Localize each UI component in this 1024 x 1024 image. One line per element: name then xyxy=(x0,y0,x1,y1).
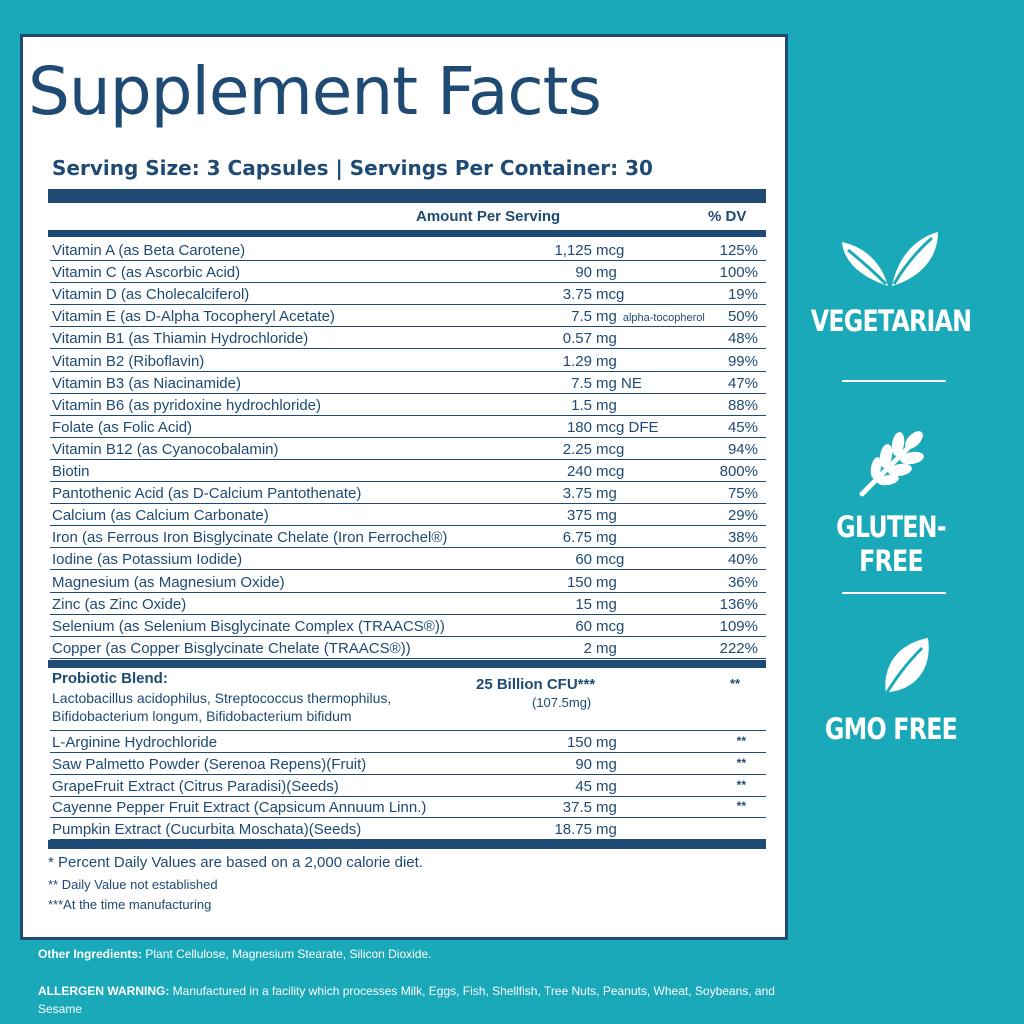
header-divider-bar xyxy=(48,230,766,237)
ingredient-name: Cayenne Pepper Fruit Extract (Capsicum Annuum Linn.) xyxy=(52,799,427,817)
other-ingredients-text: Plant Cellulose, Magnesium Stearate, Silicon Dioxide. xyxy=(142,947,432,961)
nutrient-name: Vitamin C (as Ascorbic Acid) xyxy=(52,264,241,282)
nutrient-unit-text: mcg DFE xyxy=(596,418,659,436)
ingredient-dv: ** xyxy=(736,777,746,792)
nutrient-row xyxy=(50,615,766,637)
nutrient-unit xyxy=(596,596,617,613)
nutrient-unit xyxy=(596,640,617,657)
nutrient-dv: 100% xyxy=(719,264,758,282)
ingredient-unit-text: mg xyxy=(596,734,617,751)
nutrient-name: Magnesium (as Magnesium Oxide) xyxy=(52,573,285,591)
nutrient-unit-text: mg xyxy=(596,507,617,525)
nutrient-dv: 75% xyxy=(727,485,758,503)
ingredient-unit xyxy=(596,821,617,838)
ingredient-amount: 37.5 xyxy=(562,799,592,817)
nutrient-amount: 7.5 xyxy=(571,374,592,392)
nutrient-unit xyxy=(596,507,617,524)
ingredient-amount: 45 xyxy=(575,777,592,795)
nutrient-amount: 2 xyxy=(583,639,592,657)
nutrient-amount: 3.75 xyxy=(562,286,592,304)
nutrient-dv: 29% xyxy=(727,507,758,525)
nutrient-amount: 15 xyxy=(575,595,592,613)
nutrient-dv: 109% xyxy=(719,617,758,635)
footnote-not-established: ** Daily Value not established xyxy=(48,877,218,892)
badge-divider-2 xyxy=(842,592,946,594)
ingredient-row xyxy=(50,753,766,775)
nutrient-name: Zinc (as Zinc Oxide) xyxy=(52,595,187,613)
footer-divider-bar xyxy=(48,840,766,849)
nutrient-unit-text: mcg xyxy=(596,463,625,480)
nutrient-row xyxy=(50,504,766,526)
nutrient-row xyxy=(50,327,766,349)
ingredient-row xyxy=(50,775,766,797)
nutrient-row xyxy=(50,416,766,438)
nutrient-unit-text: mg xyxy=(596,264,617,282)
ingredient-dv: ** xyxy=(736,755,746,770)
header-percent-dv: % DV xyxy=(708,208,747,225)
nutrient-row xyxy=(50,460,766,482)
nutrient-dv: 38% xyxy=(727,529,758,547)
nutrient-row xyxy=(50,283,766,305)
nutrient-unit xyxy=(596,308,705,325)
nutrient-amount: 1.5 xyxy=(571,396,592,414)
header-amount-per-serving: Amount Per Serving xyxy=(416,208,561,225)
ingredient-unit-text: mg xyxy=(596,799,617,817)
footnote-daily-values: * Percent Daily Values are based on a 2,000 calorie diet. xyxy=(48,854,423,871)
sprout-leaves-icon xyxy=(840,228,940,288)
nutrient-dv: 222% xyxy=(719,639,758,657)
nutrient-amount: 2.25 xyxy=(562,440,592,458)
probiotic-dv: ** xyxy=(730,676,741,691)
allergen-text: Manufactured in a facility which processes Milk, Eggs, Fish, Shellfish, Tree Nuts, Peanuts, Wheat, Soybeans, and Sesame xyxy=(38,984,775,1016)
ingredient-amount: 150 xyxy=(566,734,592,751)
nutrient-unit xyxy=(596,529,617,546)
nutrient-unit-text: mcg xyxy=(596,286,625,304)
ingredient-row xyxy=(50,796,766,818)
nutrient-amount: 60 xyxy=(575,551,592,569)
nutrient-amount: 150 xyxy=(566,573,592,591)
nutrient-unit xyxy=(596,551,624,568)
nutrient-unit xyxy=(596,286,624,303)
ingredient-unit-text: mg xyxy=(596,755,617,773)
nutrient-unit-text: mcg xyxy=(596,551,625,569)
nutrient-unit xyxy=(596,485,617,502)
nutrient-name: Copper (as Copper Bisglycinate Chelate (TRAACS®)) xyxy=(52,639,411,657)
badge-vegetarian: VEGETARIAN xyxy=(810,304,972,338)
nutrient-row xyxy=(50,239,766,261)
nutrient-row xyxy=(50,482,766,504)
nutrient-name: Calcium (as Calcium Carbonate) xyxy=(52,507,269,525)
nutrient-amount: 180 xyxy=(566,418,592,436)
nutrient-dv: 99% xyxy=(727,352,758,370)
nutrient-unit xyxy=(596,264,617,281)
nutrient-name: Folate (as Folic Acid) xyxy=(52,418,193,436)
nutrient-unit-text: mg xyxy=(596,396,617,414)
probiotic-divider-bar xyxy=(48,660,766,668)
nutrient-name: Pantothenic Acid (as D-Calcium Pantothenate) xyxy=(52,485,362,503)
nutrient-name: Iodine (as Potassium Iodide) xyxy=(52,551,243,569)
nutrient-name: Vitamin B3 (as Niacinamide) xyxy=(52,374,241,392)
nutrient-name: Vitamin A (as Beta Carotene) xyxy=(52,242,246,259)
nutrient-amount: 1,125 xyxy=(554,242,592,259)
nutrient-unit-text: mg xyxy=(596,529,617,547)
nutrient-unit-text: mg xyxy=(596,639,617,657)
nutrient-row xyxy=(50,571,766,593)
nutrient-unit xyxy=(596,574,617,591)
ingredient-unit xyxy=(596,734,617,751)
nutrient-unit-text: mg xyxy=(596,485,617,503)
badge-gluten-free: GLUTEN-FREE xyxy=(836,510,946,578)
ingredient-dv: ** xyxy=(736,799,746,814)
nutrient-name: Vitamin B2 (Riboflavin) xyxy=(52,352,205,370)
nutrient-amount: 0.57 xyxy=(562,330,592,348)
nutrient-amount: 375 xyxy=(566,507,592,525)
ingredient-unit-text: mg xyxy=(596,821,617,839)
ingredient-amount: 90 xyxy=(575,755,592,773)
nutrient-row xyxy=(50,593,766,615)
nutrient-unit xyxy=(596,441,624,458)
nutrient-unit-text: mcg xyxy=(596,617,625,635)
nutrient-unit-text: mg xyxy=(596,352,617,370)
nutrient-row xyxy=(50,261,766,283)
nutrient-row xyxy=(50,637,766,659)
top-divider-bar xyxy=(48,189,766,203)
nutrient-unit xyxy=(596,618,624,635)
nutrient-unit-text: mg NE xyxy=(596,374,642,392)
nutrient-name: Iron (as Ferrous Iron Bisglycinate Chelate (Iron Ferrochel®) xyxy=(52,529,448,547)
badge-gmo-free: GMO FREE xyxy=(824,712,958,746)
nutrient-row xyxy=(50,548,766,570)
serving-info: Serving Size: 3 Capsules | Servings Per Container: 30 xyxy=(52,156,653,180)
allergen-warning xyxy=(38,982,798,1018)
panel-title: Supplement Facts xyxy=(28,53,601,130)
probiotic-weight: (107.5mg) xyxy=(532,695,592,710)
nutrient-amount: 3.75 xyxy=(562,485,592,503)
allergen-label: ALLERGEN WARNING: xyxy=(38,984,170,998)
nutrient-row xyxy=(50,526,766,548)
wheat-icon xyxy=(858,430,926,498)
footnote-manufacturing: ***At the time manufacturing xyxy=(48,897,212,912)
nutrient-unit-note: alpha-tocopherol xyxy=(622,312,705,325)
nutrient-name: Vitamin B12 (as Cyanocobalamin) xyxy=(52,440,279,458)
nutrient-unit-text: mg xyxy=(596,595,617,613)
nutrient-dv: 45% xyxy=(727,418,758,436)
nutrient-dv: 136% xyxy=(719,595,758,613)
leaf-icon xyxy=(876,634,940,698)
ingredient-name: Pumpkin Extract (Cucurbita Moschata)(Seeds) xyxy=(52,821,362,839)
nutrient-row xyxy=(50,394,766,416)
nutrient-dv: 125% xyxy=(719,242,758,259)
nutrient-name: Biotin xyxy=(52,463,90,480)
other-ingredients-label: Other Ingredients: xyxy=(38,947,143,961)
nutrient-unit xyxy=(596,463,624,480)
other-ingredients xyxy=(38,947,432,961)
nutrient-unit xyxy=(596,419,659,436)
ingredient-name: GrapeFruit Extract (Citrus Paradisi)(Seeds) xyxy=(52,777,339,795)
nutrient-amount: 60 xyxy=(575,617,592,635)
nutrient-dv: 48% xyxy=(727,330,758,348)
nutrient-unit-text: mg xyxy=(596,308,617,326)
nutrient-amount: 90 xyxy=(575,264,592,282)
nutrient-amount: 7.5 xyxy=(571,308,592,326)
nutrient-dv: 36% xyxy=(727,573,758,591)
nutrient-unit xyxy=(596,242,624,259)
nutrient-amount: 240 xyxy=(566,463,592,480)
nutrient-name: Selenium (as Selenium Bisglycinate Complex (TRAACS®)) xyxy=(52,617,445,635)
ingredient-name: L-Arginine Hydrochloride xyxy=(52,734,218,751)
probiotic-amount: 25 Billion CFU*** xyxy=(476,676,596,693)
nutrient-dv: 800% xyxy=(719,463,758,480)
nutrient-unit-text: mcg xyxy=(596,440,625,458)
nutrient-unit xyxy=(596,353,617,370)
ingredient-unit xyxy=(596,799,617,816)
ingredient-unit xyxy=(596,756,617,773)
nutrient-unit xyxy=(596,375,642,392)
nutrient-row xyxy=(50,305,766,327)
nutrient-unit xyxy=(596,397,617,414)
ingredient-unit xyxy=(596,778,617,795)
nutrient-dv: 40% xyxy=(727,551,758,569)
nutrient-dv: 88% xyxy=(727,396,758,414)
nutrient-amount: 6.75 xyxy=(562,529,592,547)
ingredient-row xyxy=(50,818,766,840)
nutrient-unit-text: mg xyxy=(596,573,617,591)
nutrient-dv: 47% xyxy=(727,374,758,392)
ingredient-name: Saw Palmetto Powder (Serenoa Repens)(Fruit) xyxy=(52,755,367,773)
nutrient-dv: 94% xyxy=(727,440,758,458)
nutrient-dv: 19% xyxy=(727,286,758,304)
nutrient-name: Vitamin B6 (as pyridoxine hydrochloride) xyxy=(52,396,322,414)
ingredient-unit-text: mg xyxy=(596,777,617,795)
probiotic-title: Probiotic Blend: xyxy=(52,670,168,687)
nutrient-row xyxy=(50,350,766,372)
nutrient-unit xyxy=(596,330,617,347)
nutrient-row xyxy=(50,372,766,394)
ingredient-amount: 18.75 xyxy=(554,821,592,839)
nutrient-dv: 50% xyxy=(727,308,758,326)
ingredient-row xyxy=(50,731,766,753)
nutrient-name: Vitamin D (as Cholecalciferol) xyxy=(52,286,250,304)
nutrient-row xyxy=(50,438,766,460)
nutrient-name: Vitamin B1 (as Thiamin Hydrochloride) xyxy=(52,330,309,348)
badge-divider-1 xyxy=(842,380,946,382)
ingredient-dv: ** xyxy=(736,734,746,748)
nutrient-unit-text: mcg xyxy=(596,242,625,259)
nutrient-name: Vitamin E (as D-Alpha Tocopheryl Acetate) xyxy=(52,308,335,326)
nutrient-amount: 1.29 xyxy=(562,352,592,370)
nutrient-unit-text: mg xyxy=(596,330,617,348)
probiotic-strains: Lactobacillus acidophilus, Streptococcus thermophilus, Bifidobacterium longum, Bifidobacterium bifidum xyxy=(52,690,392,724)
